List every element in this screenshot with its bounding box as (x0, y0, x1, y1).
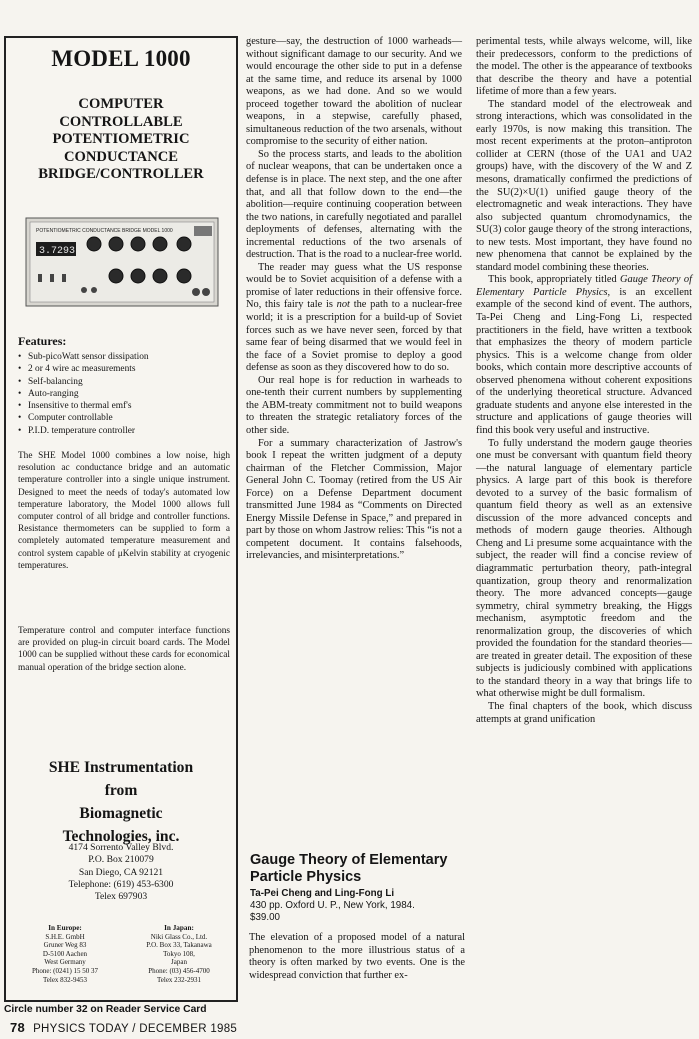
japan-line: Japan (171, 958, 187, 967)
ad-description-2: Temperature control and computer interface functions are provided on plug-in circuit board cards. The Model 1000 can be supplied without these cards for economical manual operation of the bridge section alone. (18, 626, 230, 673)
europe-line: West Germany (44, 958, 86, 967)
article-paragraph: For a summary characterization of Jastrow's book I repeat the written judgment of a deputy chairman of the Fletcher Commission, Major General John C. Toomay (retired from the US Air Force) on a Defense Department document transmitted June 1984 as “Comments on Directed Energy Missile Defense in Space,” and prepared in part by those on whom Jastrow relies: This “is not a competent document. It contains falsehoods, irrelevancies, and misinterpretations.” (246, 437, 462, 562)
device-logo-plate (194, 226, 212, 236)
text-run: the path to a nuclear-free world; it is a prescription for a build-up of Soviet forces such as we have never seen, forced by that same fear of being disarmed that we would feel in the face of a Soviet promise to deploy a good defense as soon as they discovered how to do so. (246, 299, 462, 374)
japan-heading: In Japan: (164, 924, 194, 932)
text-run: This book, appropriately titled (488, 274, 621, 286)
europe-line: Gruner Weg 83 (43, 941, 87, 950)
book-price: $39.00 (250, 912, 280, 923)
japan-line: Tokyo 108, (163, 949, 195, 958)
europe-line: D-5100 Aachen (42, 949, 88, 958)
company-line: Technologies, inc. (62, 828, 180, 845)
ad-model-title: MODEL 1000 (51, 46, 191, 71)
device-label: POTENTIOMETRIC CONDUCTANCE BRIDGE MODEL 1000 (36, 228, 173, 234)
ad-headline-line: CONTROLLABLE (59, 113, 183, 130)
japan-line: Niki Glass Co., Ltd. (150, 932, 208, 941)
article-paragraph (246, 262, 462, 375)
address-line: P.O. Box 210079 (88, 854, 154, 866)
company-line: from (104, 782, 138, 799)
text-run: The reader may guess what the US response would be to Soviet acquisition of a defense with a promise of later reductions in their offensive force. No, this fairy tale is (246, 261, 462, 311)
europe-contact (10, 924, 120, 984)
article-column-middle (246, 36, 462, 563)
ad-headline-line: BRIDGE/CONTROLLER (38, 166, 204, 182)
address-line: Telex 697903 (94, 891, 148, 903)
europe-line: Phone: (0241) 15 50 37 (31, 966, 99, 975)
instrument-photo (24, 212, 220, 312)
company-address (6, 842, 236, 903)
company-name (6, 756, 236, 848)
article-paragraph: Our real hope is for reduction in warheads to one-tenth their current numbers by supplementing the ABM-treaty commitment not to build weapons to threaten the strategic retaliatory forces of the other side. (246, 374, 462, 436)
article-paragraph: So the process starts, and leads to the abolition of nuclear weapons, that can be undertaken once a defense is in place. The next step, and the one after that, and all that follow down to the end—the abolition—require continuing cooperation between the two nations, in carefully negotiated and parallel deployments of defenses, alternating with the incremental reductions of the two arsenals of destruction. That is the road to a nuclear-free world. (246, 148, 462, 261)
japan-line: P.O. Box 33, Takanawa (146, 941, 212, 950)
text-run: is an excellent example of the second kind of event. The authors, Ta-Pei Cheng and Ling-Fong Li, respected practitioners in the field, have written a textbook that emphasizes the theory of modern particle physics. This is a welcome change from older books, which contain more descriptive accounts of observed phenomena without coherent expositions of the underlying theoretical structure. Advanced graduate students and anyone else interested in the structure and applications of gauge theories will find this book very useful and instructive. (476, 286, 692, 436)
book-authors: Ta-Pei Cheng and Ling-Fong Li (250, 888, 395, 899)
article-paragraph: gesture—say, the destruction of 1000 warheads—without significant damage to our security. And we would encourage the other side to put in a defense at the same time, and reduce its arsenal by 1000 weapons, as we had done. And so we would proceed together toward the abolition of nuclear weapons, in a stepwise, carefully phased, simultaneous reduction of the two arsenals, without compromise to the security of either nation. (246, 36, 462, 148)
ad-headline-line: COMPUTER (78, 96, 164, 112)
features-title: Features: (18, 334, 67, 348)
book-review-header (250, 852, 464, 924)
europe-line: Telex 832-9453 (42, 975, 88, 984)
page-number: 78 (10, 1020, 26, 1035)
company-line: Biomagnetic (79, 805, 163, 822)
address-line: 4174 Sorrento Valley Blvd. (68, 842, 174, 853)
article-paragraph: The standard model of the electroweak and strong interactions, which was consolidated in the early 1970s, is now making this transition. The most recent experiments at the proton–antiproton collider at CERN (those of the UA1 and UA2 groups) have, with the discovery of the W and Z mesons, dramatically confirmed the predictions of the SU(2)×U(1) unified gauge theory of the electromagnetic and weak interactions. They have also subjected quantum chromodynamics, the SU(3) color gauge theory of the strong interactions, to new tests. Most important, they have found no new phenomena that cannot be explained by the standard model combining these theories. (476, 98, 692, 273)
book-meta (250, 888, 464, 924)
emphasis: Gauge Theory of Elementary Particle Physics, (476, 274, 692, 298)
device-display: 3.7293 (39, 246, 76, 257)
feature-item: • Sub-picoWatt sensor dissipation (18, 351, 149, 363)
feature-item: • 2 or 4 wire ac measurements (18, 363, 149, 375)
feature-item: • Auto-ranging (18, 388, 149, 400)
article-column-right (476, 36, 692, 726)
running-footer: PHYSICS TODAY / DECEMBER 1985 (33, 1023, 238, 1035)
book-title: Gauge Theory of Elementary Particle Physics (250, 852, 448, 885)
feature-item: • Self-balancing (18, 376, 149, 388)
article-paragraph: perimental tests, while always welcome, will, like their predecessors, conform to the predictions of the model. The other is the appearance of textbooks that describe the theory and have a potential lifetime of more than a few years. (476, 36, 692, 98)
japan-contact (124, 924, 234, 984)
address-line: San Diego, CA 92121 (78, 866, 164, 878)
company-line: SHE Instrumentation (48, 759, 194, 776)
europe-line: S.H.E. GmbH (45, 932, 85, 941)
feature-item: • P.I.D. temperature controller (18, 425, 149, 437)
features-list (18, 351, 149, 437)
page-folio (10, 1020, 237, 1035)
ad-headline (6, 96, 236, 184)
address-line: Telephone: (619) 453-6300 (68, 878, 174, 890)
feature-item: • Insensitive to thermal emf's (18, 400, 149, 412)
advertisement (4, 36, 238, 1002)
europe-heading: In Europe: (48, 924, 82, 932)
book-review-lead: The elevation of a proposed model of a natural phenomenon to the more illustrious status of a theory is often marked by two events. One is the widespread conviction that further ex- (249, 932, 465, 981)
japan-line: Telex 232-2931 (156, 975, 202, 984)
feature-item: • Computer controllable (18, 412, 149, 424)
article-paragraph (476, 274, 692, 437)
book-publication: 430 pp. Oxford U. P., New York, 1984. (250, 900, 415, 911)
reader-service-card: Circle number 32 on Reader Service Card (4, 1004, 207, 1015)
japan-line: Phone: (03) 456-4700 (148, 966, 210, 975)
emphasis: not (336, 299, 350, 311)
article-paragraph: To fully understand the modern gauge theories one must be conversant with quantum field theory—the natural language of elementary particle physics. A large part of this book is therefore devoted to a survey of the basic formalism of quantum field theory as well as an extensive discussion of the more advanced concepts and methods of modern gauge theories. Although Cheng and Li presume some acquaintance with the subject, the reader will find a concise review of diagrammatic perturbation theory, path-integral quantization, group theory and renormalization theory. The more advanced concepts—gauge symmetry, chiral symmetry breaking, the Higgs mechanism, asymptotic freedom and the renormalization group, the discoveries of which provided the foundation for the standard theories—are treated in greater detail. The exposition of these subjects is judiciously combined with applications to the standard theory in a way that brings life to what otherwise might be dull formalism. (476, 437, 692, 700)
ad-headline-line: CONDUCTANCE (63, 148, 179, 165)
article-paragraph: The final chapters of the book, which discuss attempts at grand unification (476, 700, 692, 725)
ad-description: The SHE Model 1000 combines a low noise, high resolution ac conductance bridge and an automatic temperature controller into a single unique instrument. Designed to meet the needs of today's automated low temperature laboratory, the Model 1000 allows full computer control of all bridge and controller functions. Resistance thermometers can be supplied to form a completely automated temperature measurement and control system capable of μKelvin stability at cryogenic temperatures. (18, 451, 230, 571)
ad-headline-line: POTENTIOMETRIC (52, 131, 190, 147)
